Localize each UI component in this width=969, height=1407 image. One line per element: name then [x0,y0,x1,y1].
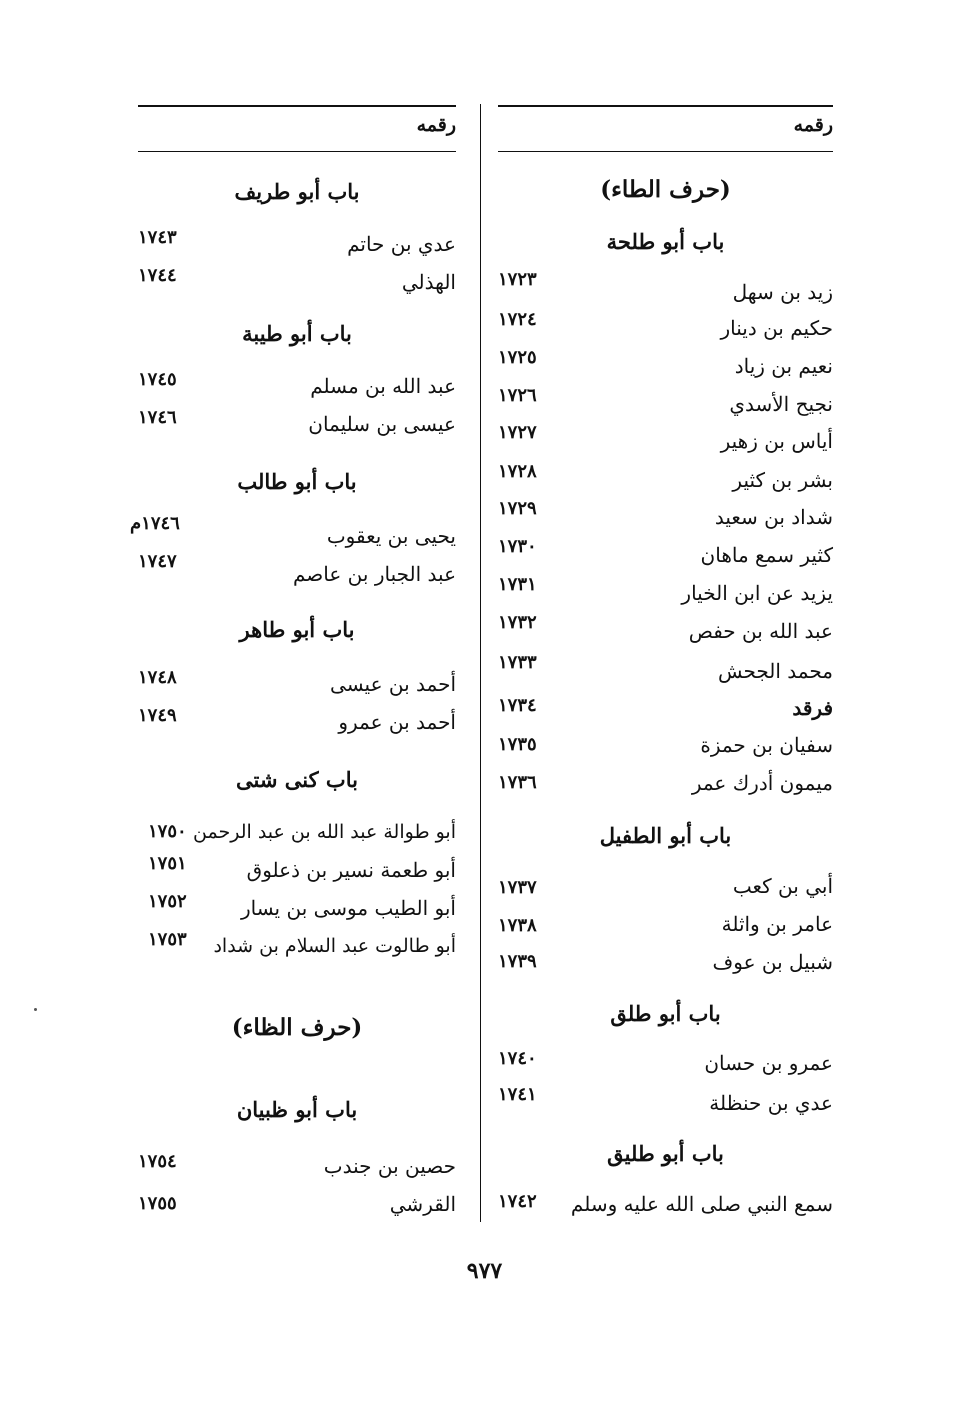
list-item [498,906,833,942]
entry-name: أبو طالوت عبد السلام بن شداد [213,935,456,957]
list-item [498,944,833,980]
entry-name: نجيح الأسدي [729,392,833,416]
entry-number: ١٧٢٣ [498,269,537,290]
entry-number: ١٧٢٨ [498,461,537,482]
list-item [498,868,833,904]
list-item [498,653,833,689]
list-item [498,269,833,310]
column-divider [480,104,481,1222]
section-heading: باب أبو طالب [237,469,357,494]
entry-number: ١٧٥٣ [148,929,187,950]
entry-name: بشر بن كثير [732,468,833,492]
entry-number: ١٧٣٩ [498,951,537,972]
list-item [498,690,833,726]
section-heading: باب أبو طاهر [239,617,355,642]
list-item [138,928,456,964]
list-item [138,1148,456,1184]
entry-number: ١٧٥٤ [138,1151,177,1172]
entry-number: ١٧٣٦ [498,772,537,793]
entry-name: سفيان بن حمزة [700,733,833,757]
list-item [498,499,833,535]
list-item [498,575,833,611]
entry-number: ١٧٤٧ [138,551,177,572]
entry-name: زيد بن سهل [732,280,833,304]
entry-name: أبي بن كعب [732,874,833,898]
header-rule [138,151,456,152]
entry-number: ١٧٢٥ [498,347,537,368]
entry-name: محمد الجحش [717,659,833,683]
entry-number: ١٧٣٨ [498,915,537,936]
entry-name: ميمون أدرك عمر [691,771,833,795]
list-item [138,551,456,592]
entry-name: شداد بن سعيد [714,505,833,529]
entry-number: ١٧٤٤ [138,265,177,286]
entry-name: الهذلي [401,270,456,294]
list-item [138,814,456,850]
top-rule [138,105,456,107]
entry-name: أحمد بن عيسى [330,672,456,696]
entry-number: ١٧٣١ [498,574,537,595]
entry-number: ١٧٥٢ [148,891,187,912]
list-item [138,666,456,702]
entry-name: عبد الجبار بن عاصم [293,562,456,586]
list-item [138,1186,456,1222]
entry-name: يزيد عن ابن الخيار [681,581,833,605]
entry-number: ١٧٣٥ [498,734,537,755]
entry-number: ١٧٢٦ [498,385,537,406]
list-item [498,613,833,649]
list-item [498,1045,833,1081]
list-item [498,423,833,459]
entry-name: أياس بن زهير [720,429,833,453]
scan-speck [34,1008,37,1011]
section-heading: (حرف الطاء) [600,176,731,203]
section-heading: باب أبو الطفيل [599,823,732,848]
list-item [498,310,833,346]
entry-name: أبو الطيب موسى بن يسار [240,896,456,920]
page-number: ٩٧٧ [466,1258,503,1284]
entry-name: عيسى بن سليمان [308,412,456,436]
section-heading: باب أبو طريف [234,179,360,204]
list-item [138,368,456,404]
entry-number: ١٧٤٣ [138,227,177,248]
entry-number: ١٧٢٩ [498,498,537,519]
entry-number: ١٧٤٠ [498,1048,537,1069]
entry-name: عدي بن حنظلة [709,1091,833,1115]
section-heading: باب أبو طليق [607,1141,724,1166]
header-rule [498,151,833,152]
list-item [498,462,833,498]
section-heading: باب أبو طيبة [242,321,352,346]
entry-number: ١٧٢٤ [498,309,537,330]
list-item [138,226,456,262]
entry-number: ١٧٤٨ [138,667,177,688]
entry-name: كثير سمع ماهان [700,543,833,567]
list-item [498,1085,833,1121]
entry-name: عبد الله بن مسلم [310,374,456,398]
entry-number: ١٧٤٥ [138,369,177,390]
entry-number: ١٧٤١ [498,1084,537,1105]
entry-name: أحمد بن عمرو [338,710,456,734]
entry-name: شبيل بن عوف [712,950,833,974]
entry-name: حصين بن جندب [323,1154,456,1178]
entry-number: ١٧٣٤ [498,695,537,716]
entry-name: عامر بن واثلة [721,912,833,936]
entry-number: ١٧٤٩ [138,705,177,726]
entry-name: نعيم بن زياد [734,354,833,378]
list-item [498,537,833,573]
entry-number: ١٧٥٥ [138,1193,177,1214]
list-item [498,1186,833,1222]
list-item [138,890,456,926]
list-item [138,406,456,442]
entry-number: ١٧٤٦م [130,513,180,534]
list-item [498,348,833,384]
section-heading: باب أبو ظبيان [236,1097,358,1122]
entry-number: ١٧٢٧ [498,422,537,443]
entry-name: سمع النبي صلى الله عليه وسلم [570,1192,833,1216]
entry-name: حكيم بن دينار [720,316,833,340]
raqm-header: رقمه [416,114,456,136]
entry-name: يحيى بن يعقوب [326,524,456,548]
list-item [138,852,456,888]
entry-number: ١٧٣٣ [498,652,537,673]
list-item [130,513,456,554]
entry-name: عبد الله بن حفص [688,619,833,643]
entry-number: ١٧٤٢ [498,1191,537,1212]
entry-name: أبو طوالة عبد الله بن عبد الرحمن [193,821,456,843]
list-item [138,264,456,300]
list-item [138,704,456,740]
section-heading: باب أبو طلحة [606,229,725,254]
entry-name: القرشي [389,1192,456,1216]
list-item [498,765,833,801]
entry-name: عمرو بن حسان [704,1051,833,1075]
top-rule [498,105,833,107]
entry-name: فرقد [792,696,833,720]
entry-number: ١٧٥١ [148,853,187,874]
entry-number: ١٧٥٠ [148,821,187,842]
section-heading: باب كنى شتى [236,767,358,792]
entry-name: أبو طعمة نسير بن ذعلوق [246,858,456,882]
raqm-header: رقمه [793,114,833,136]
entry-number: ١٧٣٠ [498,536,537,557]
list-item [498,727,833,763]
section-heading: (حرف الظاء) [231,1014,363,1041]
entry-number: ١٧٣٧ [498,877,537,898]
entry-name: عدي بن حاتم [347,232,456,256]
entry-number: ١٧٣٢ [498,612,537,633]
entry-number: ١٧٤٦ [138,407,177,428]
list-item [498,386,833,422]
section-heading: باب أبو طلق [610,1001,721,1026]
